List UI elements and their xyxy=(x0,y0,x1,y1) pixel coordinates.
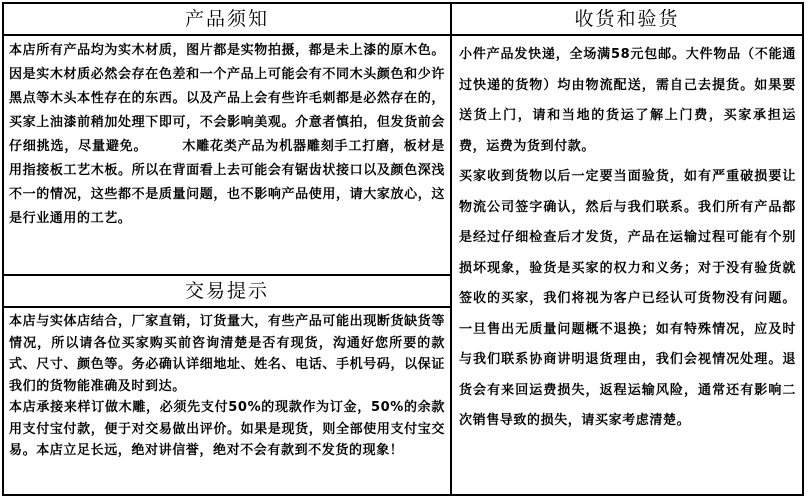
trade-tips-paragraph: 本店承接来样订做木雕，必须先支付50%的现款作为订金，50%的余款用支付宝付款，便于对交易做出评价。如果是现货，则全部使用支付宝交易。本店立足长远，绝对讲信誉，绝对不会有款到不发货的现象！ xyxy=(9,400,445,458)
left-column xyxy=(4,4,452,494)
product-notice-paragraph: 本店所有产品均为实木材质，图片都是实物拍摄，都是未上漆的原木色。因是实木材质必然会存在色差和一个产品上可能会有不同木头颜色和少许黑点等木头本性存在的东西。以及产品上会有些许毛刺都是必然存在的，买家上油漆前稍加处理下即可，不会影响美观。介意者慎拍，但发货前会仔细挑选，尽量避免。 木雕花类产品为机器雕刻手工打磨，板材是用指接板工艺木板。所以在背面看上去可能会有锯齿状接口以及颜色深浅不一的情况，这些都不是质量问题，也不影响产品使用，请大家放心，这是行业通用的工艺。 xyxy=(9,43,445,226)
info-table xyxy=(2,2,804,496)
receipt-inspection-paragraph: 小件产品发快递，全场满58元包邮。大件物品（不能通过快递的货物）均由物流配送，需自己去提货。如果要送货上门，请和当地的货运了解上门费，买家承担运费，运费为货到付款。 xyxy=(459,47,796,154)
trade-tips-body xyxy=(4,308,450,462)
product-notice-body xyxy=(4,36,450,231)
receipt-inspection-paragraph: 买家收到货物以后一定要当面验货，如有严重破损要让物流公司签字确认，然后与我们联系。我们所有产品都是经过仔细检查后才发货，产品在运输过程可能有个别损坏现象，验货是买家的权力和义务；对于没有验货就签收的买家，我们将视为客户已经认可货物没有问题。一旦售出无质量问题概不退换；如有特殊情况，应及时与我们联系协商讲明退货理由，我们会视情况处理。退货会有来回运费损失，返程运输风险，通常还有影响二次销售导致的损失，请买家考虑清楚。 xyxy=(459,169,796,428)
trade-tips-section xyxy=(4,274,450,494)
trade-tips-title: 交易提示 xyxy=(4,276,450,308)
receipt-inspection-body xyxy=(452,36,802,437)
receipt-inspection-section xyxy=(452,4,802,494)
right-column xyxy=(452,4,802,494)
receipt-inspection-title: 收货和验货 xyxy=(452,4,802,36)
trade-tips-paragraph: 本店与实体店结合，厂家直销，订货量大，有些产品可能出现断货缺货等情况，所以请各位买家购买前咨询清楚是否有现货，沟通好您所要的款式、尺寸、颜色等。务必确认详细地址、姓名、电话、手机号码，以保证我们的货物能准确及时到达。 xyxy=(9,314,445,394)
product-notice-title: 产品须知 xyxy=(4,4,450,36)
product-notice-section xyxy=(4,4,450,274)
